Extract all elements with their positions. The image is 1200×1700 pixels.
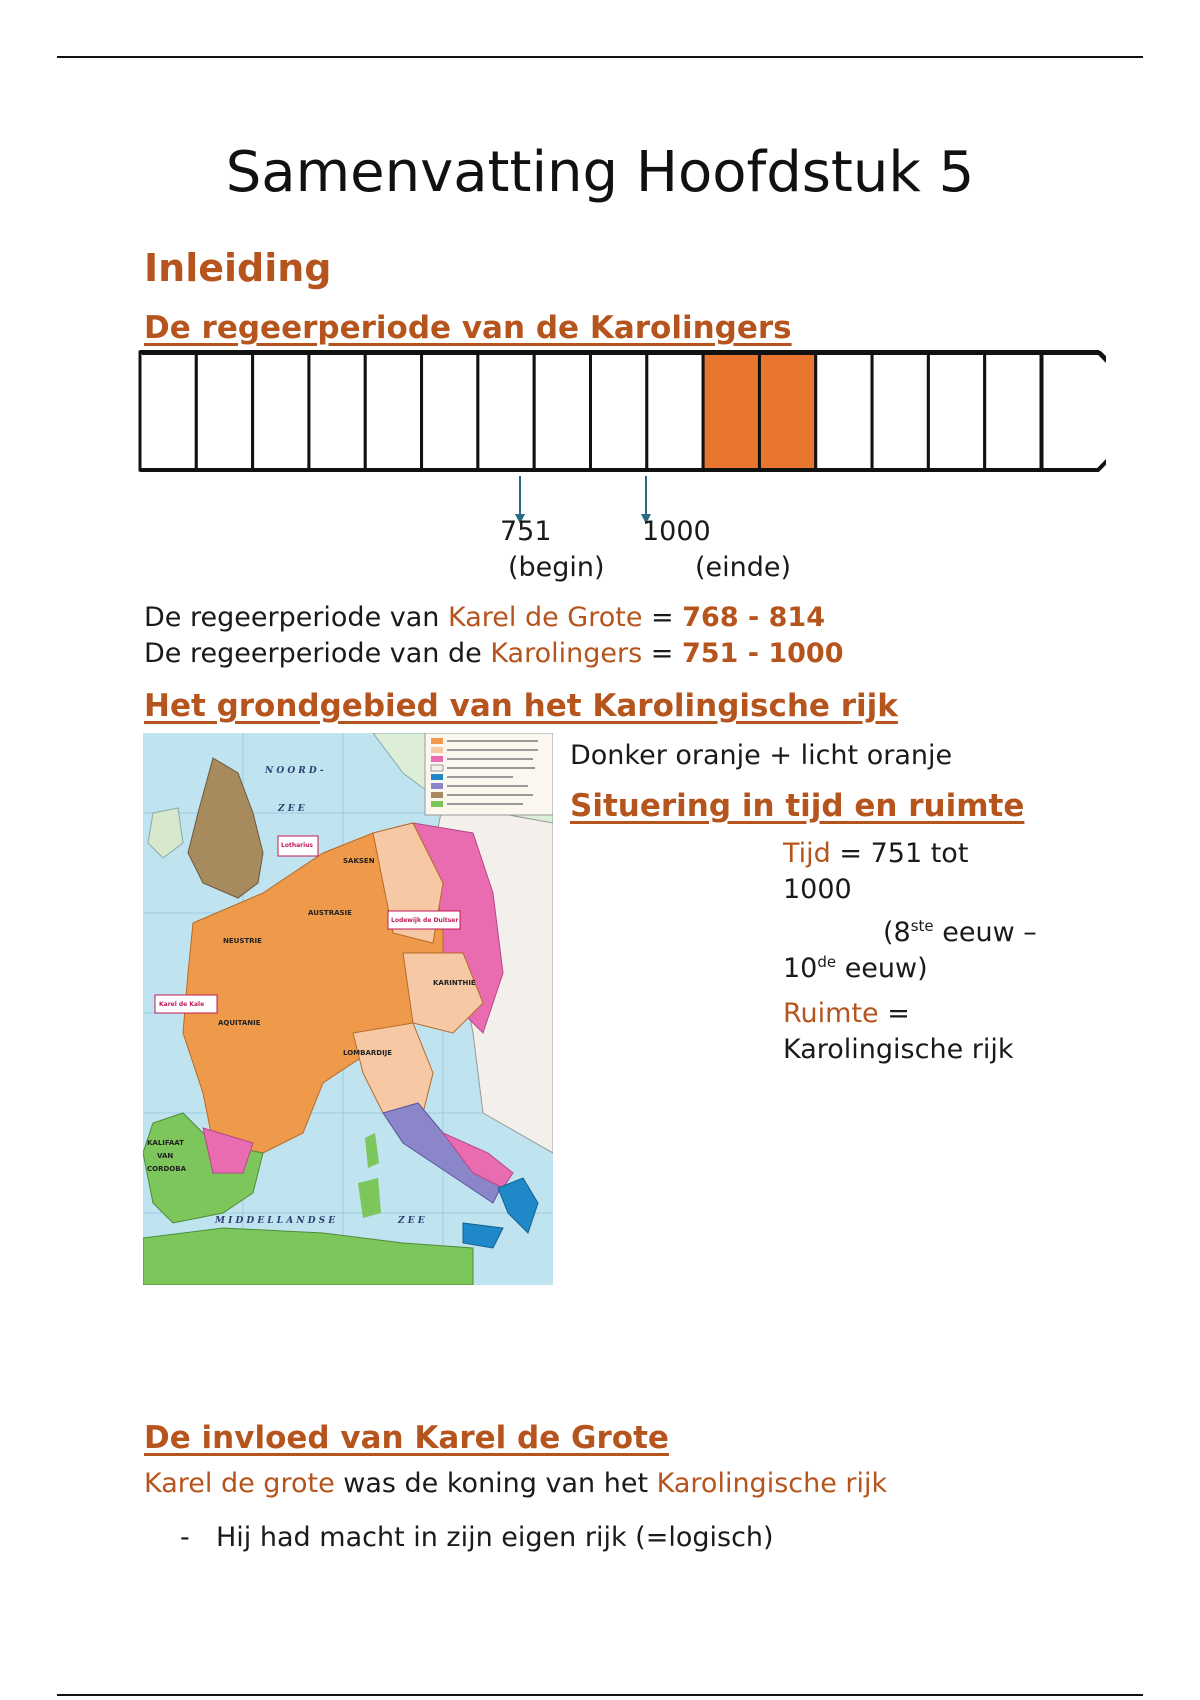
bullet-item: Hij had macht in zijn eigen rijk (=logisch) xyxy=(216,1522,774,1553)
map-label-zee2: Z E E xyxy=(398,1216,425,1226)
timeline-arrowhead xyxy=(1041,352,1106,470)
heading-invloed: De invloed van Karel de Grote xyxy=(144,1420,669,1456)
timeline-start-sub: (begin) xyxy=(508,552,605,583)
timeline-segment xyxy=(309,352,365,470)
timeline-segment xyxy=(365,352,421,470)
timeline-segment xyxy=(196,352,252,470)
timeline-segment xyxy=(253,352,309,470)
situering-eeuw-line1: (8ste eeuw – xyxy=(883,917,1037,948)
bottom-rule xyxy=(57,1694,1143,1696)
timeline-segment xyxy=(140,352,196,470)
map-label-zee: Z E E xyxy=(278,804,305,814)
map-label-cordoba: CORDOBA xyxy=(147,1165,186,1173)
map-label-middellandse: M I D D E L L A N D S E xyxy=(215,1216,336,1226)
timeline-arrow xyxy=(136,346,1106,526)
timeline-segment xyxy=(985,352,1041,470)
map-label-van: VAN xyxy=(157,1152,174,1160)
timeline-segment xyxy=(534,352,590,470)
map-label-noord: N O O R D - xyxy=(265,766,324,776)
situering-tijd-end: 1000 xyxy=(783,874,852,905)
carolingian-map xyxy=(143,733,553,1285)
timeline-segment xyxy=(478,352,534,470)
heading-inleiding: Inleiding xyxy=(144,246,332,290)
timeline-segment xyxy=(872,352,928,470)
top-rule xyxy=(57,56,1143,58)
map-label-kalifaat: KALIFAAT xyxy=(147,1139,184,1147)
map-label-karinthie: KARINTHIE xyxy=(433,979,476,987)
timeline-segment xyxy=(591,352,647,470)
map-label-karel-kale: Karel de Kale xyxy=(159,1001,205,1008)
map-note: Donker oranje + licht oranje xyxy=(570,740,953,771)
map-label-lodewijk: Lodewijk de Duitser xyxy=(391,917,459,924)
map-label-lothar: Lotharius xyxy=(281,842,313,849)
map-label-saksen: SAKSEN xyxy=(343,857,375,865)
map-label-lombardije: LOMBARDIJE xyxy=(343,1049,393,1057)
reign-karolingers-line: De regeerperiode van de Karolingers = 751 - 1000 xyxy=(144,638,844,669)
map-label-neustrie: NEUSTRIE xyxy=(223,937,262,945)
timeline-start-label: 751 xyxy=(500,516,552,547)
timeline-segment-highlight xyxy=(759,352,815,470)
heading-regeerperiode: De regeerperiode van de Karolingers xyxy=(144,310,792,346)
situering-ruimte-line: Ruimte = xyxy=(783,998,910,1029)
heading-situering: Situering in tijd en ruimte xyxy=(570,788,1025,824)
influence-line: Karel de grote was de koning van het Karolingische rijk xyxy=(144,1468,888,1499)
timeline-segment-highlight xyxy=(703,352,759,470)
map-label-austrasie: AUSTRASIE xyxy=(308,909,352,917)
timeline-segment xyxy=(422,352,478,470)
situering-ruimte-val: Karolingische rijk xyxy=(783,1034,1014,1065)
timeline-segment xyxy=(816,352,872,470)
timeline-end-sub: (einde) xyxy=(695,552,792,583)
bullet-marker: - xyxy=(180,1522,190,1553)
timeline-segment xyxy=(928,352,984,470)
situering-eeuw-line2: 10de eeuw) xyxy=(783,953,928,984)
timeline-segment xyxy=(647,352,703,470)
timeline-end-label: 1000 xyxy=(642,516,711,547)
map-label-aquitanie: AQUITANIE xyxy=(218,1019,261,1027)
page-title: Samenvatting Hoofdstuk 5 xyxy=(225,140,975,205)
reign-karel-line: De regeerperiode van Karel de Grote = 768 - 814 xyxy=(144,602,825,633)
heading-grondgebied: Het grondgebied van het Karolingische rijk xyxy=(144,688,898,724)
situering-tijd-line: Tijd = 751 tot xyxy=(783,838,969,869)
